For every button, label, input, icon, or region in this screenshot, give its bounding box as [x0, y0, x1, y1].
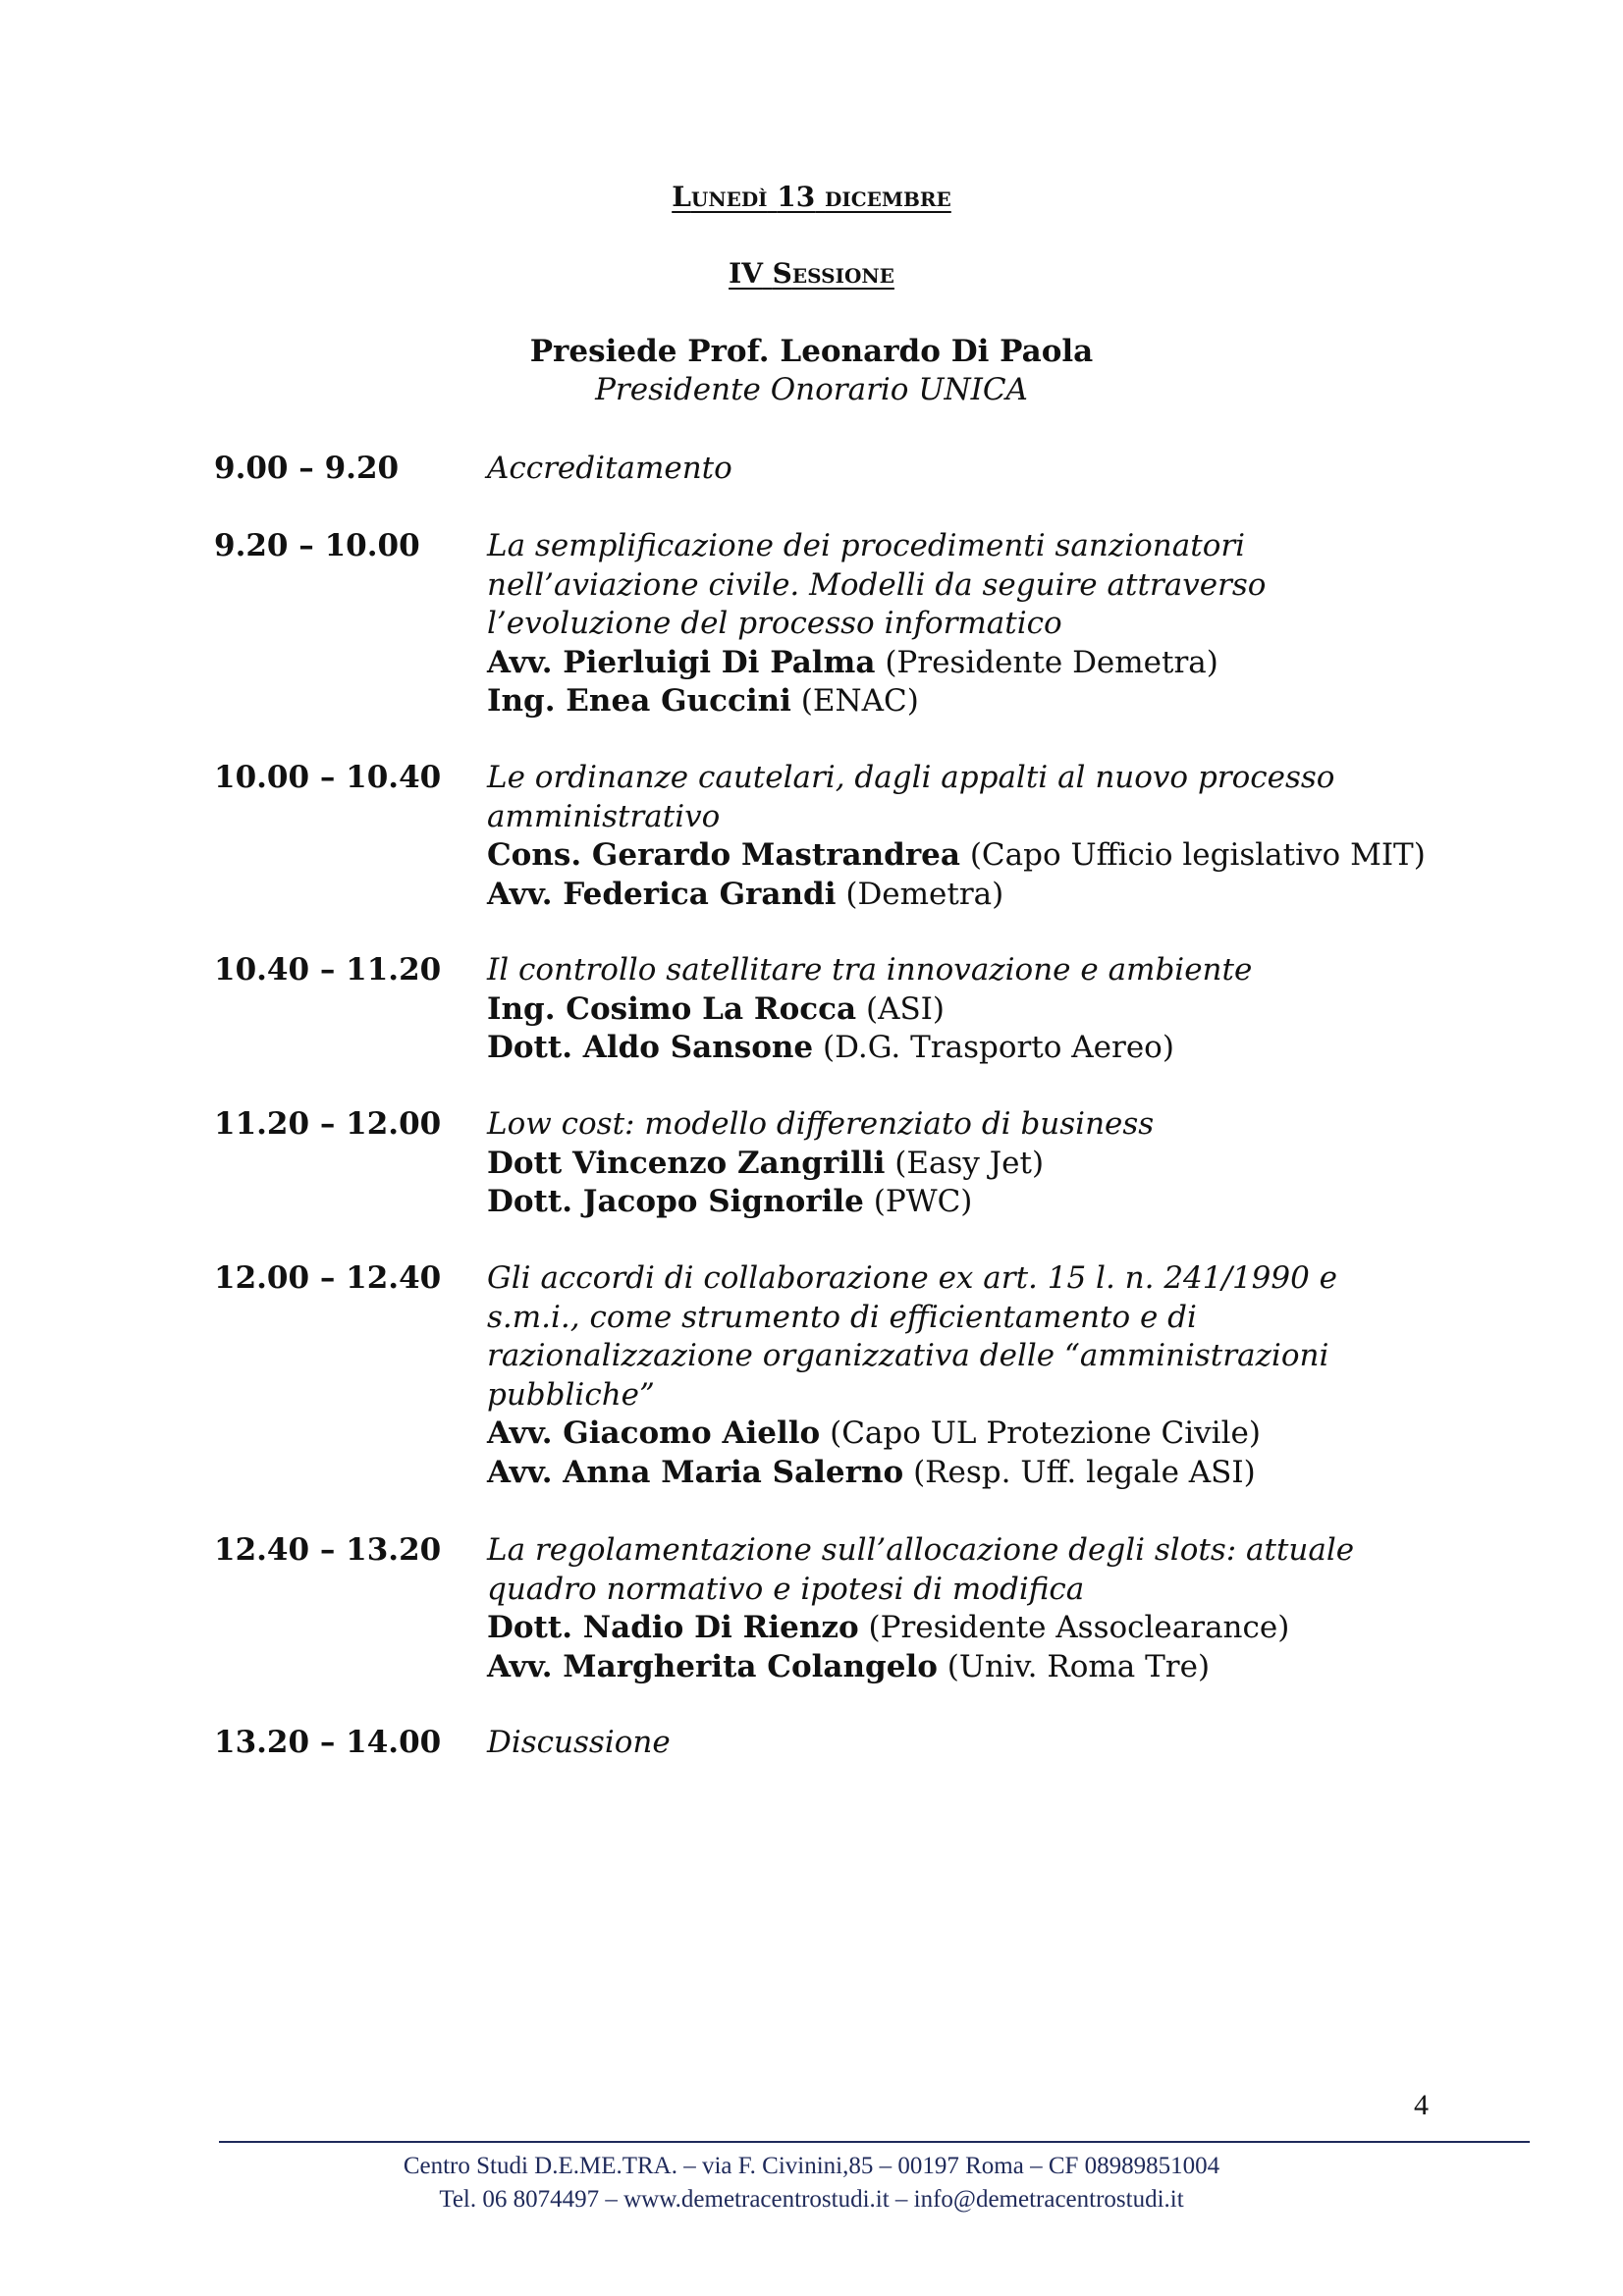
- day-heading: LUNEDÌ 13 DICEMBRE: [672, 181, 951, 213]
- footer-address: Centro Studi D.E.ME.TRA. – via F. Civinini,85 – 00197 Roma – CF 08989851004: [403, 2153, 1220, 2179]
- speaker: [487, 836, 1449, 876]
- speaker-name: Ing. Cosimo La Rocca: [487, 990, 857, 1027]
- speaker: [487, 1415, 1449, 1454]
- schedule-time: 9.20 – 10.00: [214, 528, 420, 563]
- speaker: [487, 1454, 1449, 1493]
- speaker-name: Avv. Anna Maria Salerno: [487, 1454, 904, 1490]
- schedule-content: [487, 1724, 1449, 1763]
- talk-title-line: razionalizzazione organizzativa delle “amministrazioni: [487, 1338, 1329, 1373]
- chair-name: Presiede Prof. Leonardo Di Paola: [529, 334, 1094, 369]
- speaker-affiliation: (Resp. Uff. legale ASI): [913, 1454, 1256, 1490]
- talk-title-line: Il controllo satellitare tra innovazione e ambiente: [487, 952, 1253, 988]
- speaker: [487, 1145, 1449, 1184]
- talk-title-line: amministrativo: [487, 798, 721, 834]
- talk-title-line: quadro normativo e ipotesi di modifica: [487, 1571, 1085, 1607]
- talk-title-line: s.m.i., come strumento di efficientamento e di: [487, 1299, 1197, 1335]
- speaker-affiliation: (Univ. Roma Tre): [947, 1648, 1211, 1684]
- talk-title-line: Low cost: modello differenziato di business: [487, 1106, 1155, 1142]
- speaker: [487, 1609, 1449, 1648]
- talk-title-line: Discussione: [487, 1725, 671, 1760]
- speaker: [487, 990, 1449, 1030]
- schedule-time: 12.40 – 13.20: [214, 1532, 442, 1568]
- speaker: [487, 644, 1449, 683]
- speaker-affiliation: (D.G. Trasporto Aereo): [823, 1030, 1174, 1065]
- talk-title-line: nell’aviazione civile. Modelli da seguire attraverso: [487, 566, 1267, 603]
- speaker-name: Dott. Aldo Sansone: [487, 1030, 814, 1065]
- schedule-content: [487, 1531, 1449, 1686]
- speaker-name: Avv. Federica Grandi: [487, 876, 837, 912]
- schedule-content: [487, 1105, 1449, 1222]
- speaker-name: Dott. Jacopo Signorile: [487, 1184, 864, 1219]
- schedule-time: 13.20 – 14.00: [214, 1725, 442, 1760]
- speaker-name: Dott. Nadio Di Rienzo: [487, 1610, 859, 1645]
- schedule-content: [487, 1259, 1449, 1492]
- session-heading: IV SESSIONE: [729, 257, 894, 290]
- speaker-affiliation: (Capo Ufficio legislativo MIT): [969, 837, 1426, 873]
- schedule-time: 12.00 – 12.40: [214, 1260, 442, 1296]
- speaker-name: Cons. Gerardo Mastrandrea: [487, 837, 960, 873]
- talk-title-line: pubbliche”: [487, 1376, 655, 1413]
- speaker: [487, 682, 1449, 721]
- schedule-content: [487, 951, 1449, 1068]
- footer-contacts: Tel. 06 8074497 – www.demetracentrostudi.it – info@demetracentrostudi.it: [439, 2186, 1184, 2213]
- talk-title-line: l’evoluzione del processo informatico: [487, 606, 1062, 641]
- speaker-name: Avv. Giacomo Aiello: [487, 1415, 821, 1451]
- talk-title-line: La semplificazione dei procedimenti sanzionatori: [487, 528, 1246, 563]
- speaker-affiliation: (ASI): [865, 990, 946, 1027]
- schedule-time: 10.00 – 10.40: [214, 760, 442, 795]
- speaker-affiliation: (ENAC): [800, 683, 919, 719]
- speaker-affiliation: (Capo UL Protezione Civile): [830, 1415, 1261, 1451]
- talk-title-line: La regolamentazione sull’allocazione degli slots: attuale: [487, 1532, 1355, 1568]
- chair-role: Presidente Onorario UNICA: [595, 372, 1028, 407]
- schedule-time: 11.20 – 12.00: [214, 1106, 442, 1142]
- speaker-name: Avv. Pierluigi Di Palma: [487, 644, 876, 680]
- speaker: [487, 1183, 1449, 1222]
- speaker: [487, 876, 1449, 915]
- speaker-name: Dott Vincenzo Zangrilli: [487, 1145, 886, 1181]
- schedule-content: [487, 450, 1449, 489]
- talk-title-line: Accreditamento: [487, 451, 732, 486]
- schedule-content: [487, 759, 1449, 914]
- schedule-time: 9.00 – 9.20: [214, 451, 400, 486]
- speaker-affiliation: (Presidente Demetra): [885, 644, 1218, 680]
- speaker-name: Avv. Margherita Colangelo: [487, 1648, 938, 1684]
- speaker: [487, 1648, 1449, 1687]
- speaker-affiliation: (Presidente Assoclearance): [868, 1610, 1290, 1645]
- speaker-affiliation: (PWC): [873, 1184, 973, 1219]
- speaker-affiliation: (Easy Jet): [894, 1145, 1045, 1181]
- speaker: [487, 1029, 1449, 1068]
- footer-divider: [219, 2141, 1530, 2143]
- speaker-affiliation: (Demetra): [845, 876, 1004, 912]
- schedule-time: 10.40 – 11.20: [214, 952, 442, 988]
- page-number: 4: [1414, 2089, 1429, 2121]
- talk-title-line: Gli accordi di collaborazione ex art. 15 l. n. 241/1990 e: [487, 1260, 1338, 1296]
- schedule-content: [487, 527, 1449, 721]
- talk-title-line: Le ordinanze cautelari, dagli appalti al nuovo processo: [487, 760, 1335, 795]
- speaker-name: Ing. Enea Guccini: [487, 683, 791, 719]
